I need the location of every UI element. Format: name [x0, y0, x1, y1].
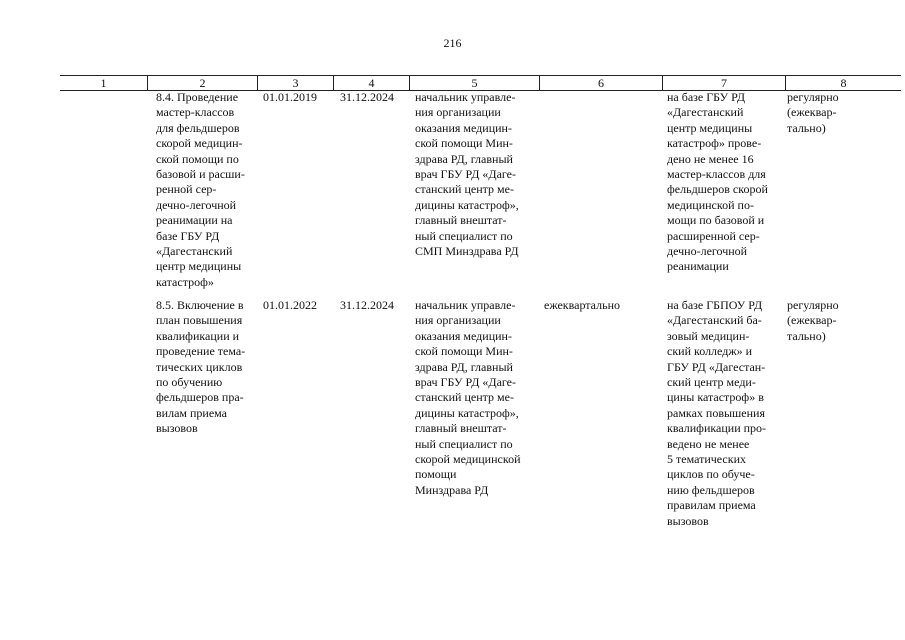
result-cell: на базе ГБУ РД «Дагестанский центр медицины катастроф» прове- дено не менее 16 мастер-классов для фельдшеров скорой медицинской по- мощи по базовой и расширенной сер- дечно-легочной реанимации: [667, 90, 768, 274]
column-number-8: 8: [785, 76, 901, 90]
end-date-cell: 31.12.2024: [340, 298, 394, 312]
periodicity-cell: регулярно (ежеквар- тально): [787, 298, 839, 343]
result-cell: на базе ГБПОУ РД «Дагестанский ба- зовый медицин- ский колледж» и ГБУ РД «Дагестан- ский центр меди- цины катастроф» в рамках повышения квалификации про- ведено не менее 5 тематических циклов по обуче- нию фельдшеров правилам приема вызовов: [667, 298, 767, 528]
column-number-4: 4: [333, 76, 409, 90]
start-date-cell: 01.01.2022: [263, 298, 317, 312]
column-number-1: 1: [100, 76, 107, 90]
column-number-7: 7: [662, 76, 785, 90]
start-date-cell: 01.01.2019: [263, 90, 317, 104]
frequency-cell: ежеквартально: [544, 298, 620, 312]
column-number-2: 2: [147, 76, 257, 90]
column-number-3: 3: [257, 76, 333, 90]
responsible-cell: начальник управле- ния организации оказания медицин- ской помощи Мин- здрава РД, главный врач ГБУ РД «Даге- станский центр ме- дицины катастроф», главный внештат- ный специалист по СМП Минздрава РД: [415, 90, 519, 259]
end-date-cell: 31.12.2024: [340, 90, 394, 104]
responsible-cell: начальник управле- ния организации оказания медицин- ской помощи Мин- здрава РД, главный врач ГБУ РД «Даге- станский центр ме- дицины катастроф», главный внештат- ный специалист по скорой медицинской помощи Минздрава РД: [415, 298, 521, 497]
page-number: 216: [443, 36, 462, 50]
column-number-5: 5: [409, 76, 539, 90]
column-number-6: 6: [539, 76, 662, 90]
task-cell: 8.5. Включение в план повышения квалификации и проведение тема- тических циклов по обучению фельдшеров пра- вилам приема вызовов: [156, 298, 246, 436]
task-cell: 8.4. Проведение мастер-классов для фельдшеров скорой медицин- ской помощи по базовой и расши- ренной сер- дечно-легочной реанимации на базе ГБУ РД «Дагестанский центр медицины катастроф»: [156, 90, 245, 289]
periodicity-cell: регулярно (ежеквар- тально): [787, 90, 839, 135]
column-number-header-row: [60, 75, 901, 91]
